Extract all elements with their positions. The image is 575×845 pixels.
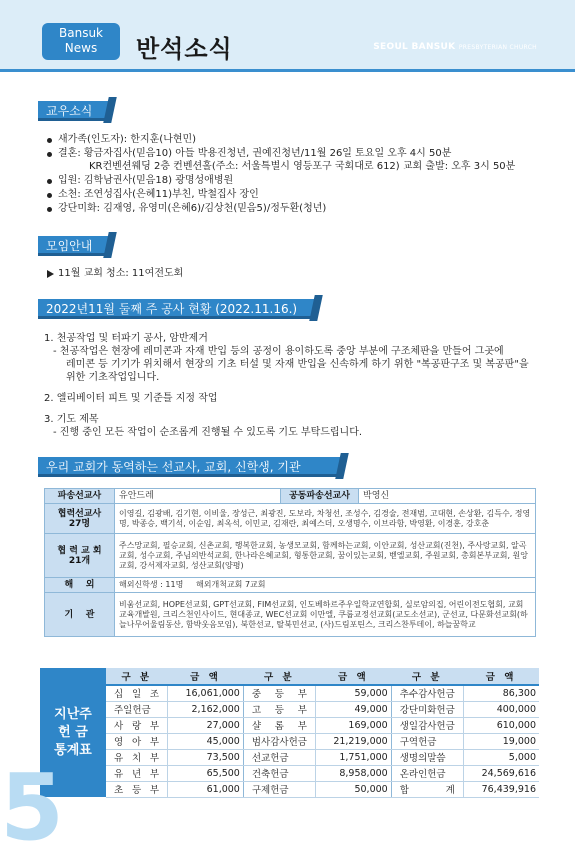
category-cell: 생일감사헌금 [391,717,463,733]
category-cell: 범사감사헌금 [243,733,315,749]
amount-cell: 19,000 [463,733,539,749]
offering-table [106,668,539,798]
amount-cell: 24,569,616 [463,765,539,781]
page-title: 반석소식 [136,35,233,63]
offering-stats-label [40,706,106,760]
category-cell: 선교헌금 [243,749,315,765]
bullet-icon [47,179,52,184]
church-name-sub: PRESBYTERIAN CHURCH [458,44,537,51]
column-header: 구 분 [243,668,315,685]
amount-cell: 49,000 [315,701,391,717]
bullet-icon [47,152,52,157]
table-header-row [106,668,539,685]
category-cell: 건축헌금 [243,765,315,781]
table-header-cell: 해 외 [45,578,115,593]
category-cell: 초 등 부 [106,781,168,797]
category-cell: 샬 롬 부 [243,717,315,733]
category-cell: 고 등 부 [243,701,315,717]
member-news-item: 입원: 김학남권사(믿음18) 광명성애병원 [58,175,234,186]
category-cell: 유 년 부 [106,765,168,781]
logo-line1: Bansuk [59,26,103,40]
table-row [45,578,536,593]
table-row [45,489,536,504]
bullet-icon [47,207,52,212]
column-header: 구 분 [391,668,463,685]
amount-cell: 65,500 [168,765,244,781]
table-header-cell: 파송선교사 [45,489,115,504]
side-label-line: 통계표 [54,743,92,758]
construction-line: - 진행 중인 모든 작업이 순조롭게 진행될 수 있도록 기도 부탁드립니다. [53,427,363,438]
table-cell: 박영신 [359,489,536,504]
amount-cell: 21,219,000 [315,733,391,749]
table-header-cell [45,534,115,578]
table-header-cell: 기 관 [45,593,115,637]
row-header-label: 협 력 교 회 [57,545,102,556]
construction-line: 1. 천공작업 및 터파기 공사, 암반제거 [44,333,208,344]
triangle-bullet-icon [47,270,54,278]
table-row [106,749,539,765]
meeting-item: 11월 교회 청소: 11여전도회 [58,268,184,279]
section-heading-partners: 우리 교회가 동역하는 선교사, 교회, 신학생, 기관 [38,457,340,477]
table-row [106,717,539,733]
column-header: 금 액 [315,668,391,685]
bullet-icon [47,193,52,198]
column-header: 구 분 [106,668,168,685]
table-header-cell: 공동파송선교사 [281,489,359,504]
amount-cell: 59,000 [315,685,391,701]
amount-cell: 50,000 [315,781,391,797]
side-label-line: 헌 금 [58,725,88,740]
table-row [106,765,539,781]
construction-line: - 천공작업은 현장에 레미콘과 자재 반입 등의 공정이 용이하도록 중앙 부분에 구조체판을 만들어 그곳에 [53,346,504,357]
amount-cell: 16,061,000 [168,685,244,701]
member-news-item-continuation: KR컨벤션웨딩 2층 컨벤션홀(주소: 서울특별시 영등포구 국회대로 612) 교회 출발: 오후 3시 50분 [89,161,516,172]
logo-line2: News [64,41,98,55]
column-header: 금 액 [168,668,244,685]
column-header: 금 액 [463,668,539,685]
amount-cell: 8,958,000 [315,765,391,781]
category-cell: 십 일 조 [106,685,168,701]
category-cell: 생명의말씀 [391,749,463,765]
church-name-main: SEOUL BANSUK [373,42,456,52]
category-cell: 중 등 부 [243,685,315,701]
category-cell: 온라인헌금 [391,765,463,781]
amount-cell: 400,000 [463,701,539,717]
category-cell: 합 계 [391,781,463,797]
category-cell: 주일헌금 [106,701,168,717]
table-row [45,534,536,578]
member-news-item: 새가족(인도자): 한지훈(나현민) [58,134,197,145]
side-label-line: 지난주 [54,707,92,722]
amount-cell: 610,000 [463,717,539,733]
amount-cell: 1,751,000 [315,749,391,765]
member-news-item: 소천: 조연성집사(은혜11)부친, 박철집사 장인 [58,189,259,200]
amount-cell: 86,300 [463,685,539,701]
bansuk-news-logo [42,23,120,60]
category-cell: 영 아 부 [106,733,168,749]
construction-line: 2. 엘리베이터 피트 및 기준틀 지정 작업 [44,393,218,404]
church-name [373,42,537,52]
member-news-item: 결혼: 황금자집사(믿음10) 아들 박용진청년, 권예진청년/11월 26일 토요일 오후 4시 50분 [58,148,452,159]
table-row [45,504,536,534]
row-header-count: 27명 [68,518,91,529]
row-header-label: 협력선교사 [57,508,102,519]
partners-table [44,488,536,637]
amount-cell: 27,000 [168,717,244,733]
table-cell: 해외신학생 : 11명 해외개척교회 7교회 [115,578,536,593]
amount-cell: 76,439,916 [463,781,539,797]
amount-cell: 169,000 [315,717,391,733]
bullet-icon [47,138,52,143]
construction-line: 3. 기도 제목 [44,414,99,425]
construction-line: 위한 기초작업입니다. [66,372,160,383]
construction-line: 레미콘 등 기기가 위치해서 현장의 기초 터설 및 자재 반입을 신속하게 하기 위한 "복공판구조 및 복공판"을 [66,359,529,370]
category-cell: 구역헌금 [391,733,463,749]
table-cell: 이영길, 김광배, 김기현, 이비울, 장성근, 최광진, 도보라, 차청선, 조성수, 김경술, 전재범, 고대현, 손상환, 김득수, 정영명, 박종승, 백기석, 이순임, 최옥석, 이민교, 김재란, 최예스더, 오생명수, 이브라함, 박영환, 이경훈, 강호춘 [115,504,536,534]
category-cell: 강단미화헌금 [391,701,463,717]
table-row [106,733,539,749]
row-header-count: 21개 [68,555,91,566]
category-cell: 사 랑 부 [106,717,168,733]
table-cell: 주스망교회, 필승교회, 신촌교회, 행복한교회, 농생모교회, 함께하는교회, 이안교회, 성산교회(진천), 주사랑교회, 알곡교회, 성수교회, 주님의반석교회, 한나라은혜교회, 형통한교회, 꿈이있는교회, 벧엘교회, 주원교회, 총회본부교회, 원앙교회, 강서제자교회, 성산교회(양평) [115,534,536,578]
section-heading-construction: 2022년11월 둘째 주 공사 현황 (2022.11.16.) [38,299,314,319]
category-cell: 추수감사헌금 [391,685,463,701]
offering-table-body [106,685,539,797]
table-row [106,701,539,717]
page-header [0,0,575,72]
table-header-cell [45,504,115,534]
table-row [45,593,536,637]
amount-cell: 73,500 [168,749,244,765]
section-heading-members: 교우소식 [38,101,108,121]
category-cell: 유 치 부 [106,749,168,765]
section-heading-meetings: 모임안내 [38,236,108,256]
amount-cell: 2,162,000 [168,701,244,717]
page-number: 5 [0,754,65,845]
category-cell: 구제헌금 [243,781,315,797]
amount-cell: 61,000 [168,781,244,797]
table-cell: 유안드레 [115,489,281,504]
amount-cell: 5,000 [463,749,539,765]
amount-cell: 45,000 [168,733,244,749]
member-news-item: 강단미화: 김재영, 유영미(은혜6)/김상천(믿음5)/정두환(청년) [58,203,327,214]
table-cell: 비움선교회, HOPE선교회, GPT선교회, FIM선교회, 인도베하르주우일학교연합회, 실로암의집, 어린이전도협회, 교회교육개발원, 크리스천인사이드, 현대종교, WEC선교회 이만엘, 쿠룹교정선교회(교도소선교), 군선교, 다문화선교회(하늘나무어울림동산, 함박웃음모임), 북한선교, 탈북민선교, (사)드림포틴스, 크리스찬투데이, 하늘꿈학교 [115,593,536,637]
table-row [106,685,539,701]
table-row [106,781,539,797]
